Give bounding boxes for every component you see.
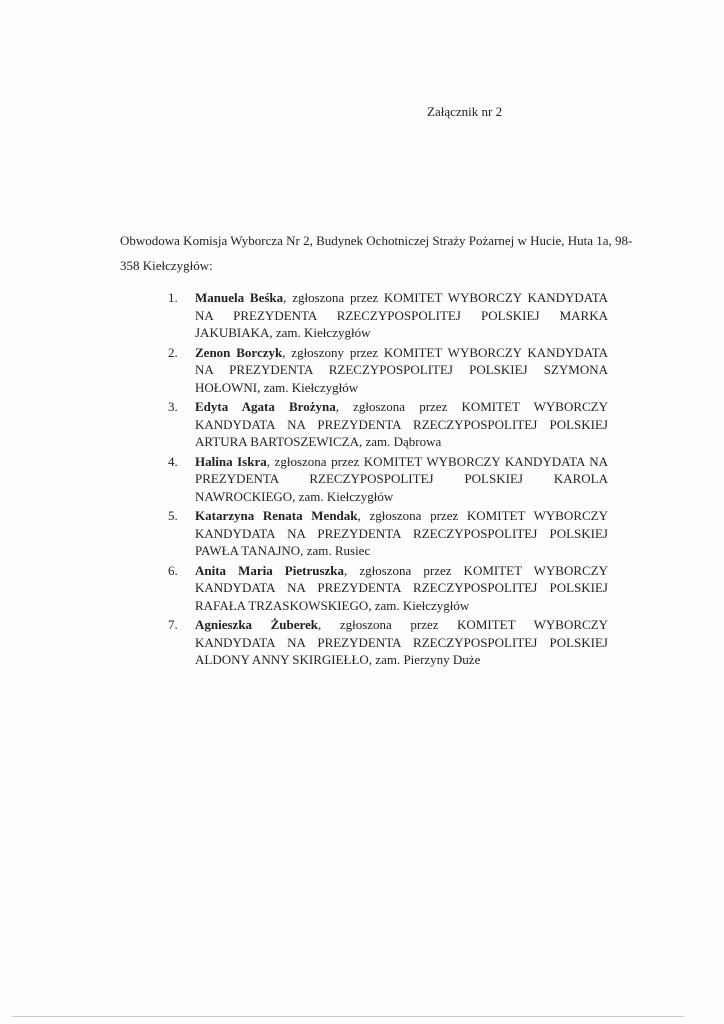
member-name: Manuela Beśka [195,290,284,305]
item-number: 5. [168,508,178,523]
members-list [168,289,608,671]
member-name: Halina Iskra [195,453,267,469]
item-number: 4. [168,453,178,469]
item-number: 2. [168,344,178,360]
item-number: 1. [168,290,178,305]
list-item [168,562,608,615]
member-name: Katarzyna Renata Mendak [195,508,358,523]
scan-edge-line [12,1016,684,1017]
list-item [168,289,608,342]
list-item [168,616,608,669]
list-item [168,453,608,506]
list-item [168,344,608,397]
item-number: 7. [168,617,178,632]
commission-intro: Obwodowa Komisja Wyborcza Nr 2, Budynek Ochotniczej Straży Pożarnej w Hucie, Huta 1a, 98-358 Kiełczygłów: [120,233,633,273]
list-item [168,398,608,451]
member-details: , zgłoszona przez KOMITET WYBORCZY KANDYDATA NA PREZYDENTA RZECZYPOSPOLITEJ POLSKIEJ ARTURA BARTOSZEWICZA, zam. Dąbrowa [195,399,608,449]
member-details: , zgłoszona przez KOMITET WYBORCZY KANDYDATA NA PREZYDENTA RZECZYPOSPOLITEJ POLSKIEJ RAFAŁA TRZASKOWSKIEGO, zam. Kiełczygłów [195,562,609,613]
member-name: Zenon Borczyk [195,344,283,360]
member-details: , zgłoszona przez KOMITET WYBORCZY KANDYDATA NA PREZYDENTA RZECZYPOSPOLITEJ POLSKIEJ KAROLA NAWROCKIEGO, zam. Kiełczygłów [195,453,609,504]
member-details: , zgłoszona przez KOMITET WYBORCZY KANDYDATA NA PREZYDENTA RZECZYPOSPOLITEJ POLSKIEJ PAWŁA TANAJNO, zam. Rusiec [195,508,608,558]
item-number: 6. [168,562,178,578]
member-details: , zgłoszona przez KOMITET WYBORCZY KANDYDATA NA PREZYDENTA RZECZYPOSPOLITEJ POLSKIEJ MARKA JAKUBIAKA, zam. Kiełczygłów [195,290,609,340]
member-name: Anita Maria Pietruszka [195,562,345,578]
member-name: Agnieszka Żuberek [195,617,319,632]
item-number: 3. [168,399,178,414]
member-name: Edyta Agata Brożyna [195,399,336,414]
attachment-label: Załącznik nr 2 [427,104,503,119]
member-details: , zgłoszona przez KOMITET WYBORCZY KANDYDATA NA PREZYDENTA RZECZYPOSPOLITEJ POLSKIEJ ALDONY ANNY SKIRGIEŁŁO, zam. Pierzyny Duże [195,617,608,667]
list-item [168,507,608,560]
member-details: , zgłoszony przez KOMITET WYBORCZY KANDYDATA NA PREZYDENTA RZECZYPOSPOLITEJ POLSKIEJ SZYMONA HOŁOWNI, zam. Kiełczygłów [195,344,608,395]
